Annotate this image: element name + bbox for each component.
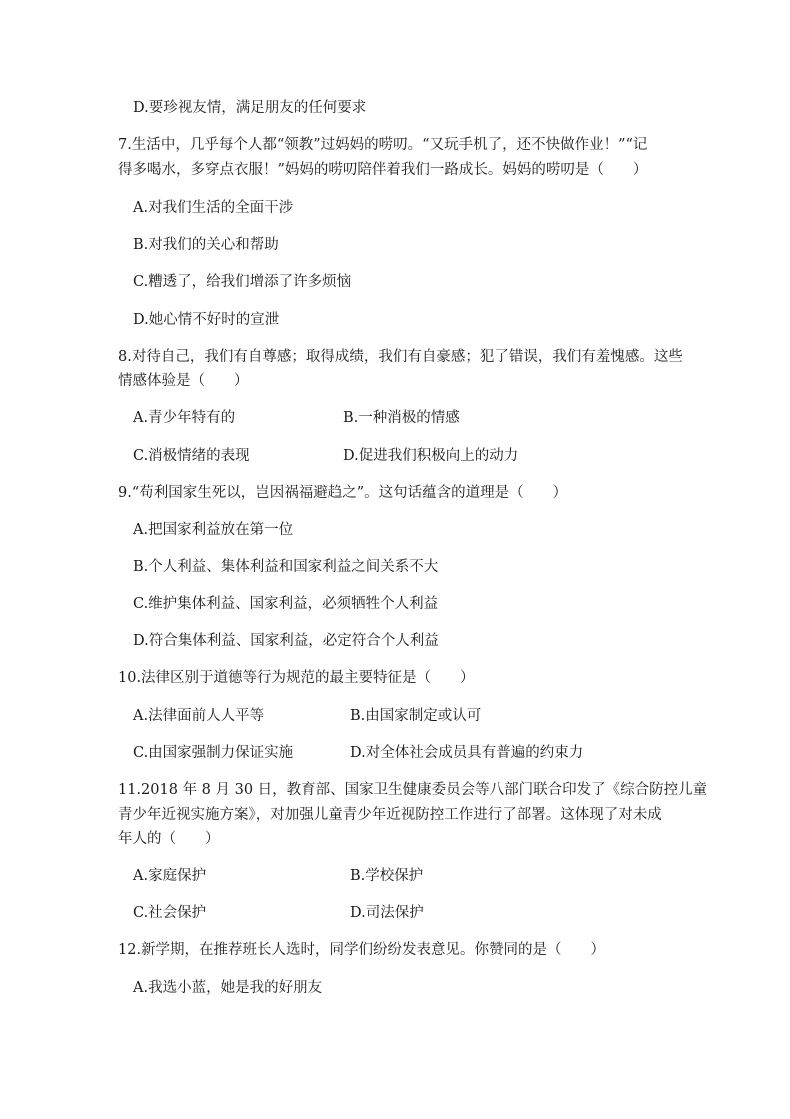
q9-stem: 9.“苟利国家生死以，岂因祸福避趋之”。这句话蕴含的道理是（ ）: [118, 485, 568, 501]
q7-option-d: D.她心情不好时的宣泄: [133, 312, 280, 328]
q7-option-b: B.对我们的关心和帮助: [133, 237, 279, 253]
q9-option-d: D.符合集体利益、国家利益，必定符合个人利益: [133, 633, 439, 649]
q8-option-b: B.一种消极的情感: [343, 410, 460, 426]
q11-option-d: D.司法保护: [350, 905, 424, 921]
q11-option-c: C.社会保护: [133, 905, 207, 921]
q10-stem: 10.法律区别于道德等行为规范的最主要特征是（ ）: [118, 670, 475, 686]
q9-option-c: C.维护集体利益、国家利益，必须牺牲个人利益: [133, 596, 439, 612]
q10-option-c: C.由国家强制力保证实施: [133, 745, 294, 761]
q8-stem-line-1: 8.对待自己，我们有自尊感；取得成绩，我们有自豪感；犯了错误，我们有羞愧感。这些: [118, 349, 683, 365]
q8-stem-line-2: 情感体验是（ ）: [118, 373, 249, 389]
q12-option-a: A.我选小蓝，她是我的好朋友: [133, 980, 323, 996]
q11-stem-line-1: 11.2018 年 8 月 30 日，教育部、国家卫生健康委员会等八部门联合印发了《综合防控儿童: [118, 782, 708, 798]
q10-option-a: A.法律面前人人平等: [133, 708, 265, 724]
q11-stem-line-3: 年人的（ ）: [118, 831, 220, 847]
q11-option-b: B.学校保护: [350, 868, 424, 884]
q11-option-a: A.家庭保护: [133, 868, 207, 884]
q7-option-a: A.对我们生活的全面干涉: [133, 200, 294, 216]
q9-option-a: A.把国家利益放在第一位: [133, 522, 294, 538]
q9-option-b: B.个人利益、集体利益和国家利益之间关系不大: [133, 559, 439, 575]
q8-option-c: C.消极情绪的表现: [133, 448, 250, 464]
q7-stem-line-1: 7.生活中，几乎每个人都“领教”过妈妈的唠叨。“又玩手机了，还不快做作业！”“记: [118, 137, 648, 153]
q10-option-b: B.由国家制定或认可: [350, 708, 482, 724]
q7-option-c: C.糟透了，给我们增添了许多烦恼: [133, 274, 352, 290]
q8-option-d: D.促进我们积极向上的动力: [343, 448, 519, 464]
q12-stem: 12.新学期，在推荐班长人选时，同学们纷纷发表意见。你赞同的是（ ）: [118, 942, 606, 958]
q8-option-a: A.青少年特有的: [133, 410, 236, 426]
q7-stem-line-2: 得多喝水，多穿点衣服！”妈妈的唠叨陪伴着我们一路成长。妈妈的唠叨是（ ）: [118, 162, 648, 178]
q11-stem-line-2: 青少年近视实施方案》，对加强儿童青少年近视防控工作进行了部署。这体现了对未成: [118, 807, 662, 823]
q10-option-d: D.对全体社会成员具有普遍的约束力: [350, 745, 584, 761]
q6-option-d: D.要珍视友情，满足朋友的任何要求: [133, 100, 367, 116]
